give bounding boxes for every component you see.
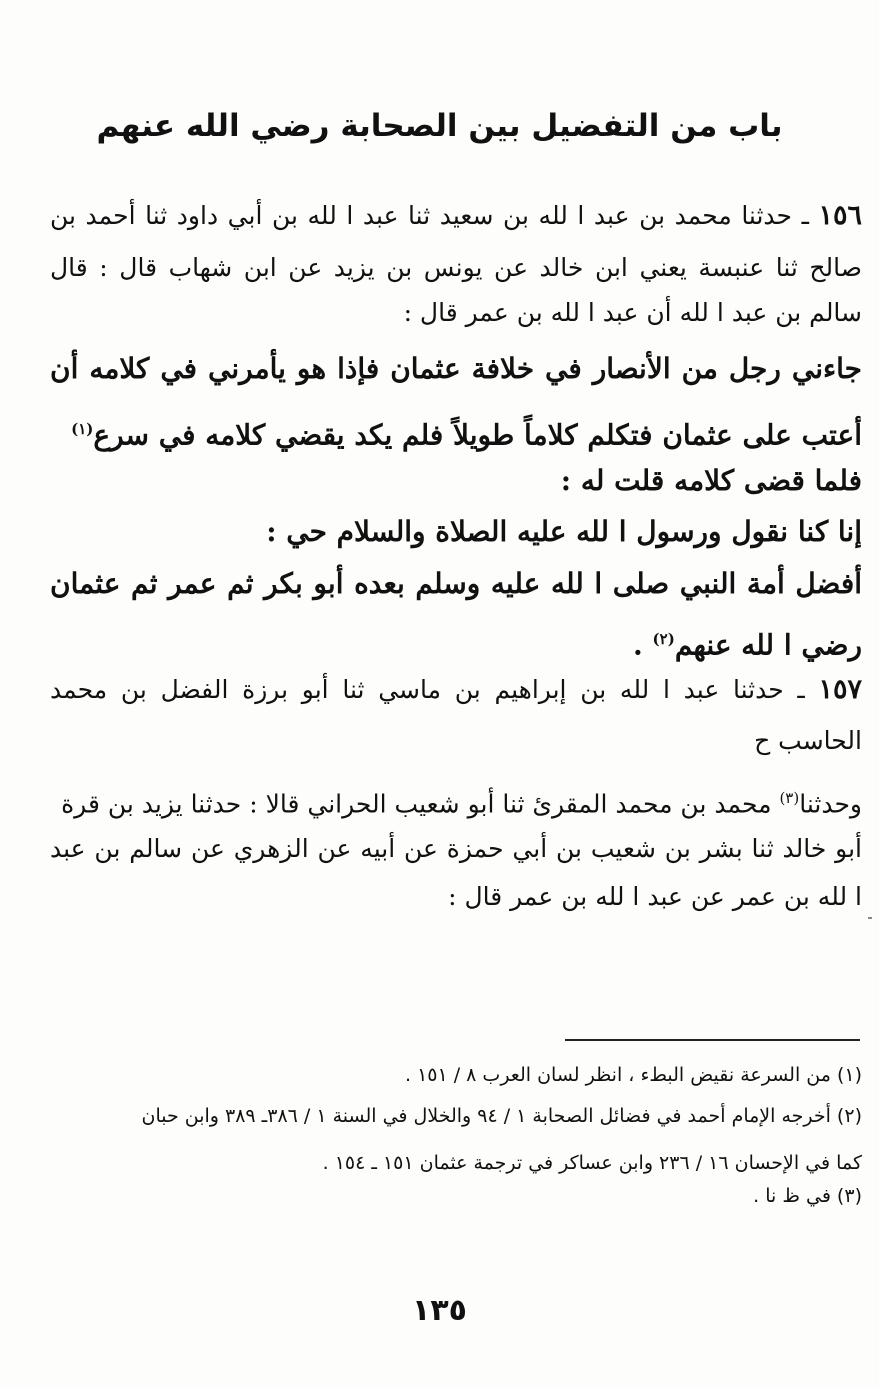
matn-line-3: فلما قضى كلامه قلت له :	[560, 464, 862, 497]
footnote-marker-2: (٢)	[652, 630, 675, 648]
footnote-separator	[565, 1039, 860, 1041]
matn-line-5: أفضل أمة النبي صلى ا لله عليه وسلم بعده أبو بكر ثم عمر ثم عثمان	[50, 567, 862, 600]
footnote-marker-3: (٣)	[779, 789, 800, 807]
footnote-3: (٣) في ظ نا .	[753, 1185, 862, 1207]
hadith-157-line-5: ا لله بن عمر عن عبد ا لله بن عمر قال :	[448, 882, 862, 911]
matn-line-6	[50, 615, 862, 669]
footnote-marker-1: (١)	[71, 420, 94, 438]
footnote-2-line-1: (٢) أخرجه الإمام أحمد في فضائل الصحابة ١ / ٩٤ والخلال في السنة ١ / ٣٨٦ـ ٣٨٩ وابن حبان	[141, 1105, 862, 1127]
hadith-156-line-3: سالم بن عبد ا لله أن عبد ا لله بن عمر قال :	[403, 298, 862, 327]
hadith-157-line-1	[50, 670, 862, 710]
hadith-157-line-2: الحاسب ح	[754, 726, 862, 755]
matn-end-dot: .	[633, 628, 643, 662]
hadith-157-text-1: ـ حدثنا عبد ا لله بن إبراهيم بن ماسي ثنا أبو برزة الفضل بن محمد	[50, 675, 805, 704]
matn-text-2: أعتب على عثمان فتكلم كلاماً طويلاً فلم يكد يقضي كلامه في سرع	[93, 418, 862, 452]
page-number: ١٣٥	[412, 1293, 467, 1328]
hadith-156-line-1	[50, 196, 862, 236]
hadith-157-line-4: أبو خالد ثنا بشر بن شعيب بن أبي حمزة عن أبيه عن الزهري عن سالم بن عبد	[50, 834, 862, 863]
hadith-156-text-1: ـ حدثنا محمد بن عبد ا لله بن سعيد ثنا عبد ا لله بن أبي داود ثنا أحمد بن	[50, 201, 809, 230]
hadith-156-line-2: صالح ثنا عنبسة يعني ابن خالد عن يونس بن يزيد عن ابن شهاب قال : قال	[50, 253, 862, 282]
matn-line-4: إنا كنا نقول ورسول ا لله عليه الصلاة والسلام حي :	[266, 515, 862, 548]
matn-text-6: رضي ا لله عنهم	[674, 628, 862, 662]
chapter-title: باب من التفضيل بين الصحابة رضي الله عنهم	[96, 108, 783, 144]
hadith-157-text-3a: وحدثنا	[799, 789, 862, 819]
hadith-157-text-3b: محمد بن محمد المقرئ ثنا أبو شعيب الحراني قالا : حدثنا يزيد بن قرة	[61, 789, 772, 819]
matn-line-1: جاءني رجل من الأنصار في خلافة عثمان فإذا هو يأمرني في كلامه أن	[50, 352, 862, 385]
hadith-157-number: ١٥٧	[818, 674, 862, 705]
scan-speck	[868, 917, 872, 919]
hadith-156-number: ١٥٦	[818, 200, 862, 231]
matn-line-2	[50, 405, 862, 459]
footnote-1: (١) من السرعة نقيض البطء ، انظر لسان العرب ٨ / ١٥١ .	[404, 1064, 862, 1086]
hadith-157-line-3	[50, 778, 862, 824]
footnote-2-line-2: كما في الإحسان ١٦ / ٢٣٦ وابن عساكر في ترجمة عثمان ١٥١ ـ ١٥٤ .	[322, 1152, 862, 1174]
